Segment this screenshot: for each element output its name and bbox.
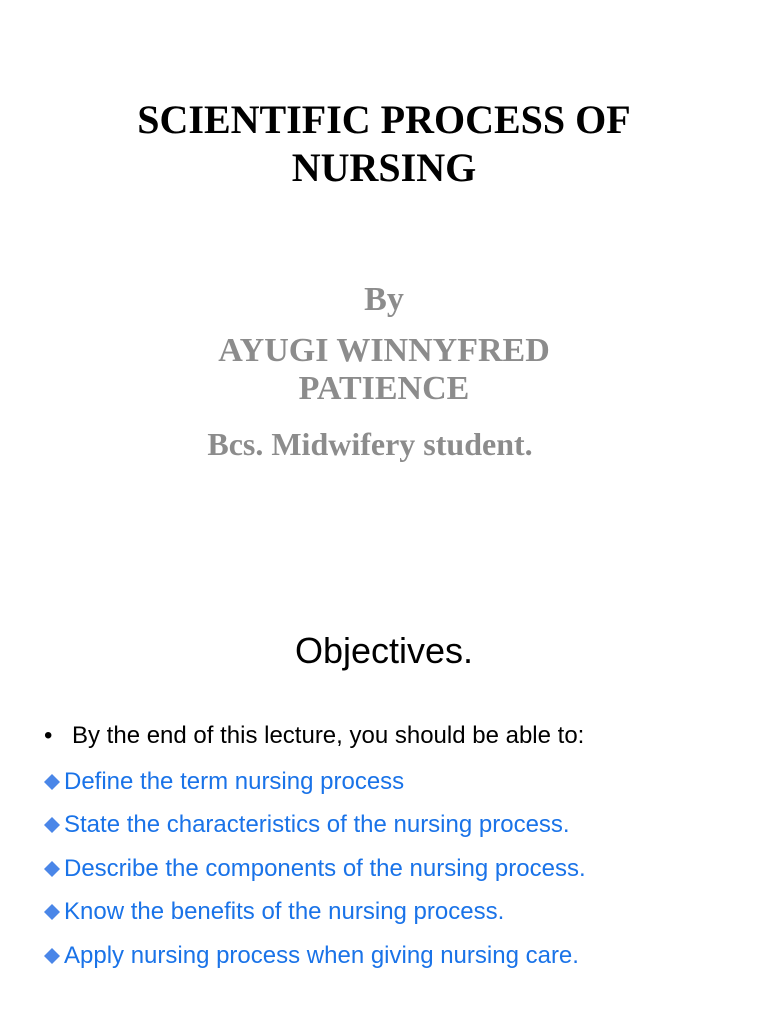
intro-text: By the end of this lecture, you should be able to: <box>72 722 585 749</box>
bullet-icon: • <box>44 722 53 749</box>
objective-text: Define the term nursing process <box>64 767 405 795</box>
list-item <box>44 847 764 891</box>
title-line-1: SCIENTIFIC PROCESS OF <box>137 97 631 142</box>
list-item <box>44 891 764 935</box>
diamond-icon <box>44 948 60 964</box>
list-item <box>44 760 764 804</box>
author-line-1: AYUGI WINNYFRED <box>218 332 550 369</box>
author-role: Bcs. Midwifery student. <box>207 426 533 462</box>
by-label: By <box>364 281 404 318</box>
objective-text: Know the benefits of the nursing process. <box>64 898 505 926</box>
objectives-title: Objectives. <box>294 630 474 671</box>
intro-bullet <box>44 718 764 754</box>
author-line-2: PATIENCE <box>298 370 470 407</box>
diamond-icon <box>44 904 60 920</box>
objectives-list <box>44 760 764 978</box>
diamond-icon <box>44 774 60 790</box>
list-item <box>44 804 764 848</box>
diamond-icon <box>44 817 60 833</box>
slide-title <box>0 96 768 192</box>
diamond-icon <box>44 861 60 877</box>
list-item <box>44 934 764 978</box>
objective-text: Apply nursing process when giving nursing care. <box>64 941 579 969</box>
objective-text: Describe the components of the nursing process. <box>64 854 586 882</box>
title-line-2: NURSING <box>291 145 477 190</box>
author-name <box>0 332 768 408</box>
objective-text: State the characteristics of the nursing process. <box>64 811 570 839</box>
